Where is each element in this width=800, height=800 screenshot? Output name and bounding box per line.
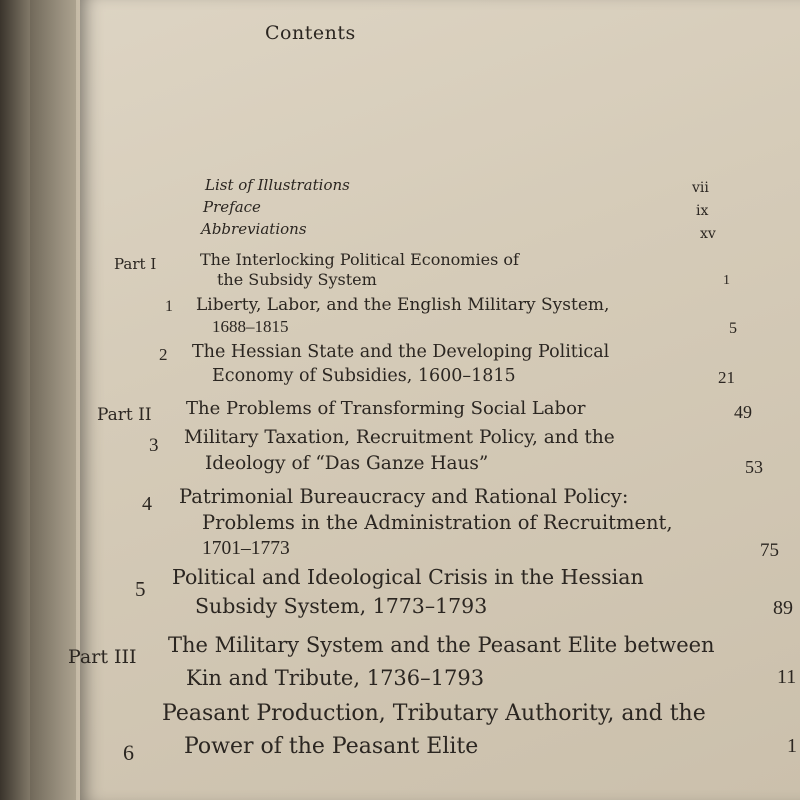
chapter-4-page: 75	[760, 540, 779, 561]
chapter-5-page: 89	[773, 597, 793, 619]
chapter-1-title-line1: Liberty, Labor, and the English Military System,	[196, 295, 610, 315]
chapter-1-page: 5	[729, 320, 737, 337]
left-page-edge	[30, 0, 76, 800]
part-1-label: Part I	[114, 255, 157, 273]
chapter-3-title-line2: Ideology of “Das Ganze Haus”	[205, 453, 489, 474]
part-3-title-line1: The Military System and the Peasant Elite between	[168, 633, 715, 657]
page-title: Contents	[265, 22, 356, 44]
chapter-5-title-line1: Political and Ideological Crisis in the Hessian	[172, 565, 644, 589]
contents-page	[68, 0, 800, 800]
part-3-title-line2: Kin and Tribute, 1736–1793	[186, 666, 485, 690]
chapter-3-page: 53	[745, 457, 763, 477]
part-2-page: 49	[734, 402, 752, 422]
part-3-label: Part III	[68, 646, 137, 668]
chapter-1-title-line2: 1688–1815	[212, 317, 289, 336]
front-matter-abbreviations: Abbreviations	[201, 220, 307, 238]
chapter-6-title-line2: Power of the Peasant Elite	[184, 734, 479, 759]
chapter-4-number: 4	[142, 493, 152, 515]
part-3-page: 11	[777, 666, 797, 688]
part-1-page: 1	[723, 273, 730, 288]
chapter-5-title-line2: Subsidy System, 1773–1793	[195, 594, 488, 618]
chapter-2-title-line2: Economy of Subsidies, 1600–1815	[212, 366, 516, 386]
chapter-3-number: 3	[149, 435, 159, 456]
chapter-6-page: 1	[787, 735, 797, 757]
chapter-6-number: 6	[123, 740, 134, 765]
part-2-label: Part II	[97, 405, 152, 425]
part-2-title: The Problems of Transforming Social Labor	[186, 398, 586, 419]
chapter-1-number: 1	[165, 298, 173, 315]
part-1-title-line2: the Subsidy System	[217, 270, 377, 289]
chapter-3-title-line1: Military Taxation, Recruitment Policy, and the	[184, 427, 615, 448]
chapter-2-title-line1: The Hessian State and the Developing Political	[192, 342, 610, 362]
chapter-4-title-line2: Problems in the Administration of Recruitment,	[202, 511, 673, 534]
part-1-title-line1: The Interlocking Political Economies of	[200, 250, 519, 269]
front-matter-preface: Preface	[203, 198, 261, 216]
chapter-4-title-line1: Patrimonial Bureaucracy and Rational Policy:	[179, 485, 629, 508]
chapter-4-title-line3: 1701–1773	[202, 538, 290, 559]
front-matter-illustrations: List of Illustrations	[205, 176, 350, 194]
front-matter-preface-page: ix	[696, 203, 709, 219]
chapter-2-page: 21	[718, 368, 735, 387]
chapter-5-number: 5	[135, 577, 146, 601]
front-matter-abbreviations-page: xv	[700, 226, 716, 242]
chapter-2-number: 2	[159, 345, 168, 364]
front-matter-illustrations-page: vii	[692, 180, 709, 196]
chapter-6-title-line1: Peasant Production, Tributary Authority, and the	[162, 701, 706, 726]
